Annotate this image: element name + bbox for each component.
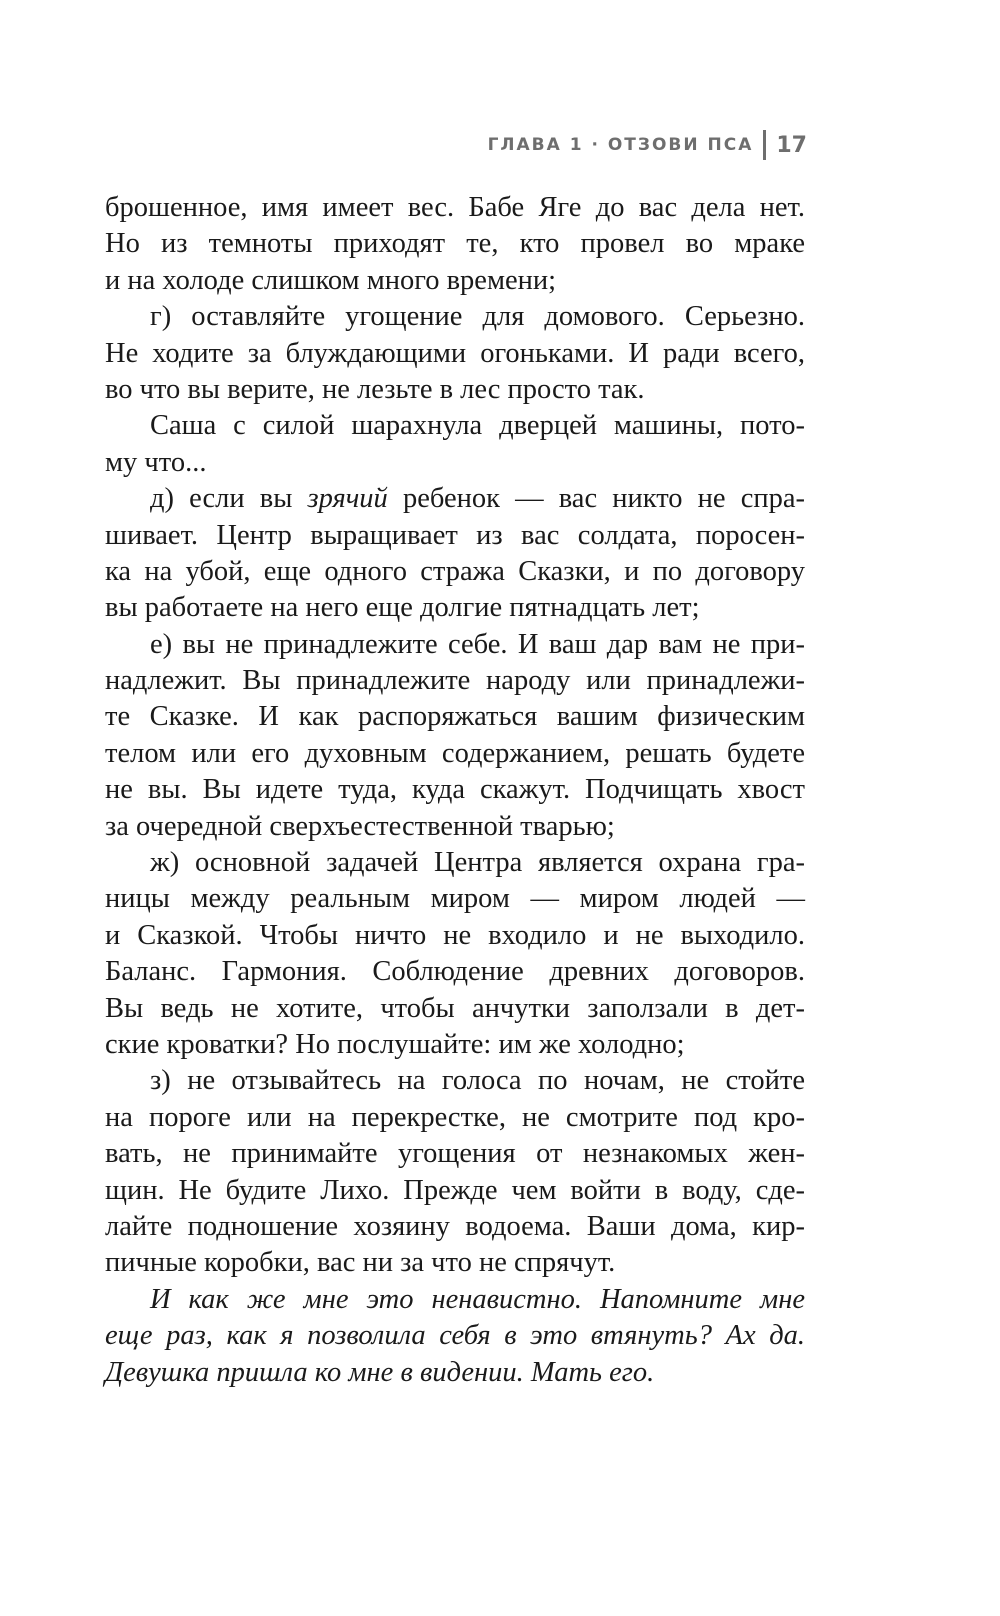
header-divider: [763, 130, 766, 160]
text-line: еще раз, как я позволила себя в это втянуть? Ах да.: [105, 1320, 805, 1352]
page-header: [488, 130, 807, 160]
text-line: Но из темноты приходят те, кто провел во мраке: [105, 228, 805, 260]
text-line: е) вы не принадлежите себе. И ваш дар вам не при-: [150, 628, 805, 660]
text-line: г) оставляйте угощение для домового. Серьезно.: [150, 301, 805, 333]
text-line: на пороге или на перекрестке, не смотрите под кро-: [105, 1101, 805, 1133]
paragraph-italic-thoughts: [105, 1282, 805, 1391]
text-fragment: ребенок — вас никто не спра-: [387, 483, 805, 515]
text-line: Вы ведь не хотите, чтобы анчутки заползали в дет-: [105, 992, 805, 1024]
text-line: вы работаете на него еще долгие пятнадцать лет;: [105, 592, 700, 624]
text-line: [105, 481, 805, 517]
text-line: те Сказке. И как распоряжаться вашим физическим: [105, 701, 805, 733]
text-line: надлежит. Вы принадлежите народу или принадлежи-: [105, 665, 805, 697]
text-line: ж) основной задачей Центра является охрана гра-: [150, 847, 805, 879]
text-line: Саша с силой шарахнула дверцей машины, пото-: [150, 410, 805, 442]
paragraph-item-e: [105, 627, 805, 845]
paragraph-sasha: [105, 408, 805, 481]
text-line: за очередной сверхъестественной тварью;: [105, 810, 615, 842]
text-line: во что вы верите, не лезьте в лес просто так.: [105, 373, 645, 405]
text-line: телом или его духовным содержанием, решать будете: [105, 737, 805, 769]
text-line: И как же мне это ненавистно. Напомните мне: [150, 1283, 805, 1315]
text-line: му что...: [105, 446, 207, 478]
text-line: пичные коробки, вас ни за что не спрячут.: [105, 1247, 616, 1279]
text-line: Не ходите за блуждающими огоньками. И ради всего,: [105, 337, 805, 369]
text-line: ские кроватки? Но послушайте: им же холодно;: [105, 1028, 685, 1060]
paragraph-item-z: [105, 1063, 805, 1281]
text-line: и на холоде слишком много времени;: [105, 264, 557, 296]
text-line: з) не отзывайтесь на голоса по ночам, не стойте: [150, 1065, 805, 1097]
page-number: 17: [776, 132, 807, 158]
text-line: Баланс. Гармония. Соблюдение древних договоров.: [105, 956, 805, 988]
emphasis-word: зрячий: [307, 483, 388, 515]
text-line: шивает. Центр выращивает из вас солдата, поросен-: [105, 519, 805, 551]
text-fragment: д) если вы: [150, 483, 308, 515]
text-line: вать, не принимайте угощения от незнакомых жен-: [105, 1138, 805, 1170]
text-line: не вы. Вы идете туда, куда скажут. Подчищать хвост: [105, 774, 805, 806]
text-line: брошенное, имя имеет вес. Бабе Яге до вас дела нет.: [105, 192, 805, 223]
text-line: щин. Не будите Лихо. Прежде чем войти в воду, сде-: [105, 1174, 805, 1206]
text-line: Девушка пришла ко мне в видении. Мать его.: [105, 1356, 655, 1388]
running-head: ГЛАВА 1 · ОТЗОВИ ПСА: [487, 135, 754, 155]
text-line: ка на убой, еще одного стража Сказки, и по договору: [105, 555, 805, 587]
paragraph-item-g: [105, 299, 805, 408]
paragraph-continued: [105, 190, 805, 299]
paragraph-item-d: [105, 481, 805, 627]
paragraph-item-zh: [105, 845, 805, 1063]
body-text: [105, 190, 805, 1391]
text-line: ницы между реальным миром — миром людей —: [105, 883, 805, 915]
text-line: лайте подношение хозяину водоема. Ваши дома, кир-: [105, 1210, 805, 1242]
text-line: и Сказкой. Чтобы ничто не входило и не выходило.: [105, 919, 805, 951]
